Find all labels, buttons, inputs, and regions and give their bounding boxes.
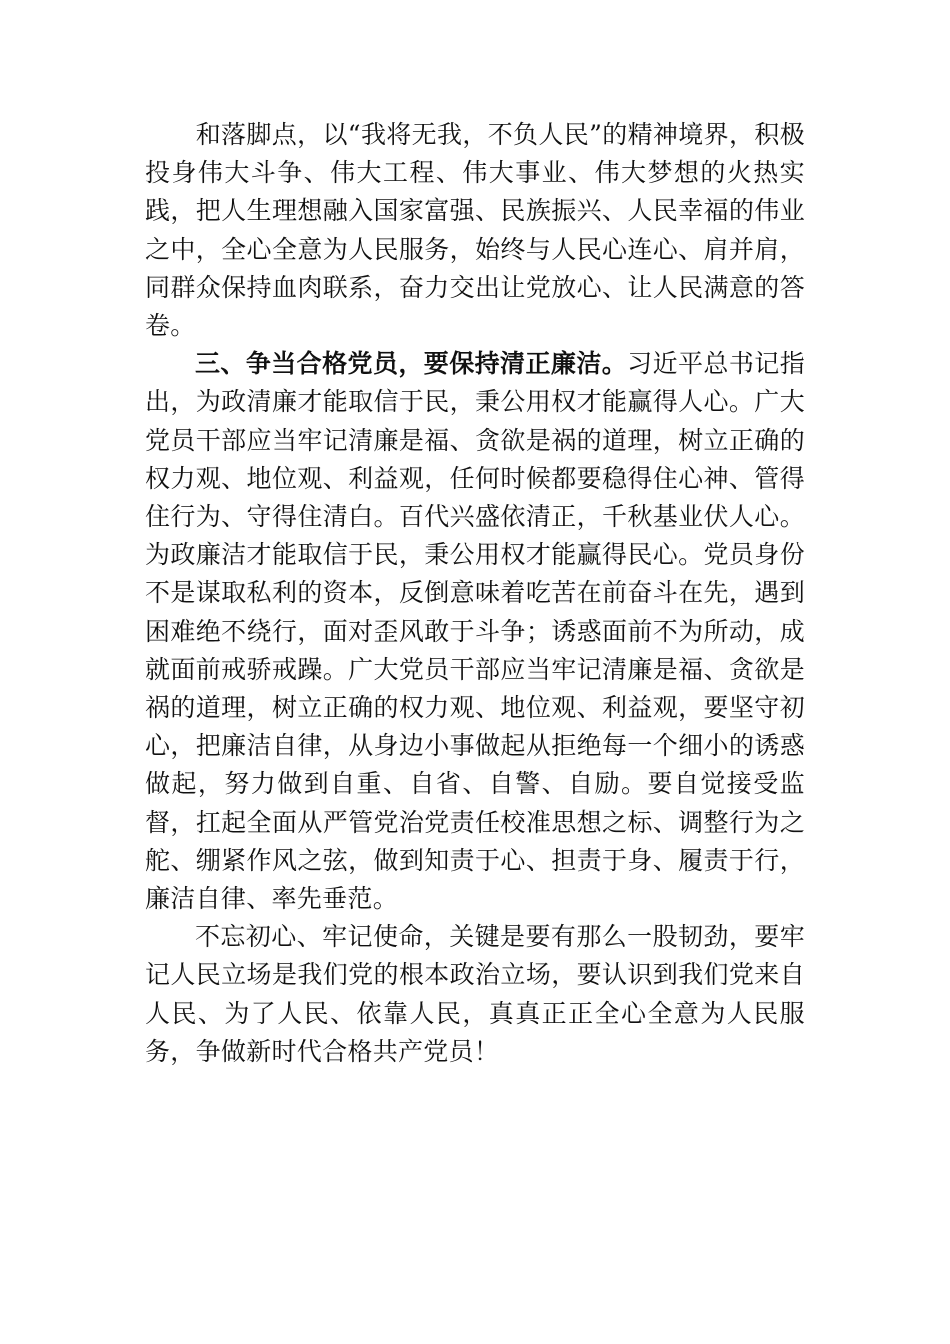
paragraph-text: 习近平总书记指出，为政清廉才能取信于民，秉公用权才能赢得人心。广大党员干部应当牢记清廉是福、贪欲是祸的道理，树立正确的权力观、地位观、利益观，任何时候都要稳得住心神、管得住行为、守得住清白。百代兴盛依清正，千秋基业伏人心。为政廉洁才能取信于民，秉公用权才能赢得民心。党员身份不是谋取私利的资本，反倒意味着吃苦在前奋斗在先，遇到困难绝不绕行，面对歪风敢于斗争；诱惑面前不为所动，成就面前戒骄戒躁。广大党员干部应当牢记清廉是福、贪欲是祸的道理，树立正确的权力观、地位观、利益观，要坚守初心，把廉洁自律，从身边小事做起从拒绝每一个细小的诱惑做起，努力做到自重、自省、自警、自励。要自觉接受监督，扛起全面从严管党治党责任校准思想之标、调整行为之舵、绷紧作风之弦，做到知责于心、担责于身、履责于行，廉洁自律、率先垂范。 bbox=[145, 349, 805, 914]
paragraph-conclusion bbox=[145, 918, 805, 1071]
document-body bbox=[145, 116, 805, 1071]
paragraph-section-three bbox=[145, 345, 805, 918]
paragraph-continuation bbox=[145, 116, 805, 345]
section-heading: 三、争当合格党员，要保持清正廉洁。 bbox=[195, 349, 628, 379]
paragraph-text: 和落脚点，以“我将无我，不负人民”的精神境界，积极投身伟大斗争、伟大工程、伟大事业、伟大梦想的火热实践，把人生理想融入国家富强、民族振兴、人民幸福的伟业之中，全心全意为人民服务，始终与人民心连心、肩并肩，同群众保持血肉联系，奋力交出让党放心、让人民满意的答卷。 bbox=[145, 120, 805, 341]
paragraph-text: 不忘初心、牢记使命，关键是要有那么一股韧劲，要牢记人民立场是我们党的根本政治立场，要认识到我们党来自人民、为了人民、依靠人民，真真正正全心全意为人民服务，争做新时代合格共产党员！ bbox=[145, 922, 805, 1066]
